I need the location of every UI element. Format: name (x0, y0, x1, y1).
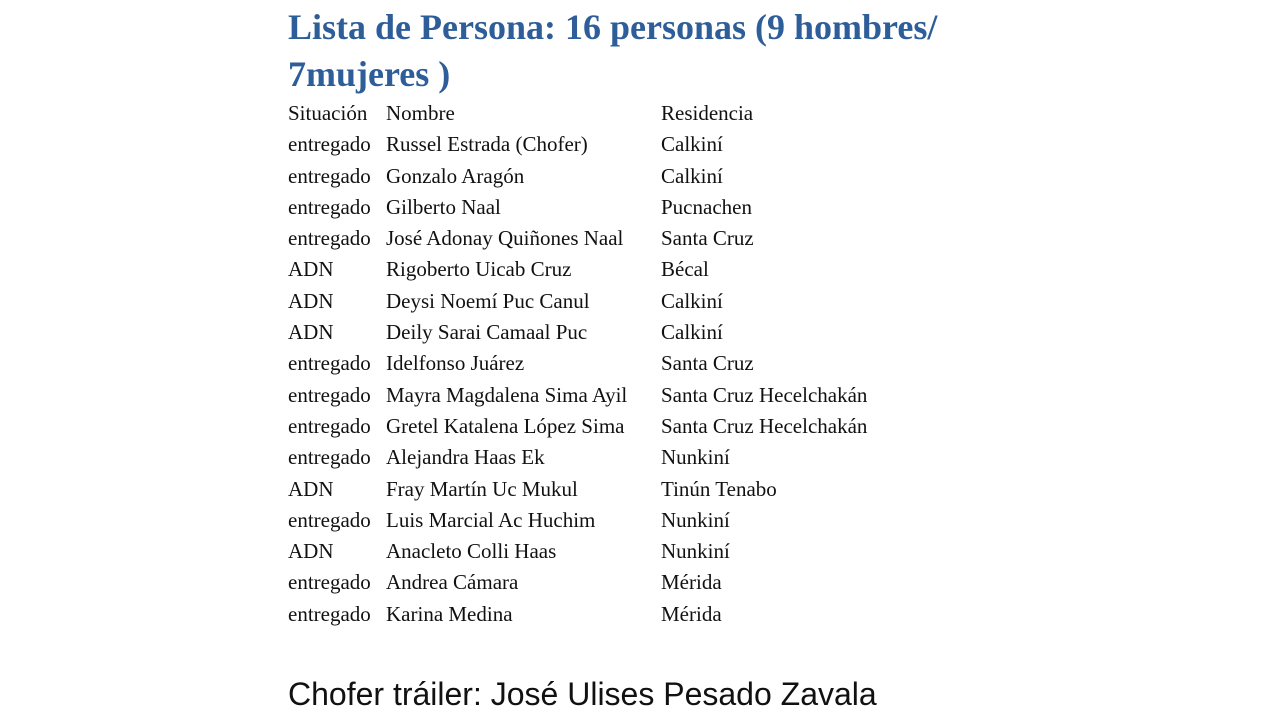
cell-name: Gonzalo Aragón (386, 163, 525, 188)
cell-residence: Nunkiní (661, 539, 730, 564)
cell-residence: Mérida (661, 570, 722, 595)
header-name: Nombre (386, 101, 455, 125)
table-row (288, 474, 901, 505)
cell-status: entregado (288, 413, 371, 438)
cell-name: José Adonay Quiñones Naal (386, 226, 624, 251)
cell-status: entregado (288, 194, 371, 219)
cell-status: ADN (288, 288, 334, 313)
cell-status: entregado (288, 570, 371, 595)
cell-status: entregado (288, 445, 371, 470)
table-row (288, 286, 901, 317)
cell-name: Fray Martín Uc Mukul (386, 476, 578, 501)
cell-name: Luis Marcial Ac Huchim (386, 507, 596, 532)
cell-status: entregado (288, 507, 371, 532)
cell-name: Gretel Katalena López Sima (386, 413, 625, 438)
page-title (288, 0, 1023, 98)
cell-status: entregado (288, 351, 371, 376)
cell-status: entregado (288, 382, 371, 407)
table-header (288, 98, 901, 129)
cell-status: entregado (288, 132, 371, 157)
cell-name: Rigoberto Uicab Cruz (386, 257, 572, 282)
table-row (288, 411, 901, 442)
cell-residence: Calkiní (661, 288, 723, 313)
table-body (288, 129, 901, 630)
cell-name: Andrea Cámara (386, 570, 519, 595)
cell-name: Deily Sarai Camaal Puc (386, 320, 588, 345)
cell-status: ADN (288, 539, 334, 564)
cell-residence: Nunkiní (661, 445, 730, 470)
table-row (288, 192, 901, 223)
cell-residence: Santa Cruz Hecelchakán (661, 382, 868, 407)
cell-name: Anacleto Colli Haas (386, 539, 557, 564)
cell-status: ADN (288, 257, 334, 282)
title-line-1: Lista de Persona: 16 personas (9 hombres/ (288, 7, 938, 47)
cell-residence: Mérida (661, 601, 722, 626)
cell-residence: Calkiní (661, 320, 723, 345)
cell-status: entregado (288, 163, 371, 188)
cell-name: Idelfonso Juárez (386, 351, 525, 376)
cell-name: Deysi Noemí Puc Canul (386, 288, 590, 313)
table-row (288, 567, 901, 598)
cell-residence: Santa Cruz (661, 351, 754, 376)
header-status: Situación (288, 101, 368, 125)
cell-name: Gilberto Naal (386, 194, 501, 219)
table-row (288, 348, 901, 379)
table-row (288, 161, 901, 192)
cell-residence: Calkiní (661, 163, 723, 188)
table-row (288, 536, 901, 567)
table-header-row (288, 98, 901, 129)
cell-status: entregado (288, 226, 371, 251)
cell-residence: Santa Cruz (661, 226, 754, 251)
cell-name: Alejandra Haas Ek (386, 445, 545, 470)
cell-residence: Pucnachen (661, 194, 752, 219)
people-table (288, 98, 901, 630)
cell-status: entregado (288, 601, 371, 626)
cell-name: Mayra Magdalena Sima Ayil (386, 382, 628, 407)
table-row (288, 254, 901, 285)
table-row (288, 505, 901, 536)
cell-status: ADN (288, 476, 334, 501)
cell-name: Karina Medina (386, 601, 513, 626)
driver-note: Chofer tráiler: José Ulises Pesado Zavala (288, 676, 877, 712)
header-residence: Residencia (661, 101, 754, 125)
table-row (288, 129, 901, 160)
table-row (288, 380, 901, 411)
table-row (288, 442, 901, 473)
cell-residence: Calkiní (661, 132, 723, 157)
title-line-2: 7mujeres ) (288, 54, 451, 94)
cell-status: ADN (288, 320, 334, 345)
cell-residence: Bécal (661, 257, 709, 282)
table-row (288, 599, 901, 630)
cell-name: Russel Estrada (Chofer) (386, 132, 588, 157)
cell-residence: Nunkiní (661, 507, 730, 532)
table-row (288, 317, 901, 348)
cell-residence: Tinún Tenabo (661, 476, 777, 501)
title-block (288, 0, 1023, 98)
cell-residence: Santa Cruz Hecelchakán (661, 413, 868, 438)
table-row (288, 223, 901, 254)
